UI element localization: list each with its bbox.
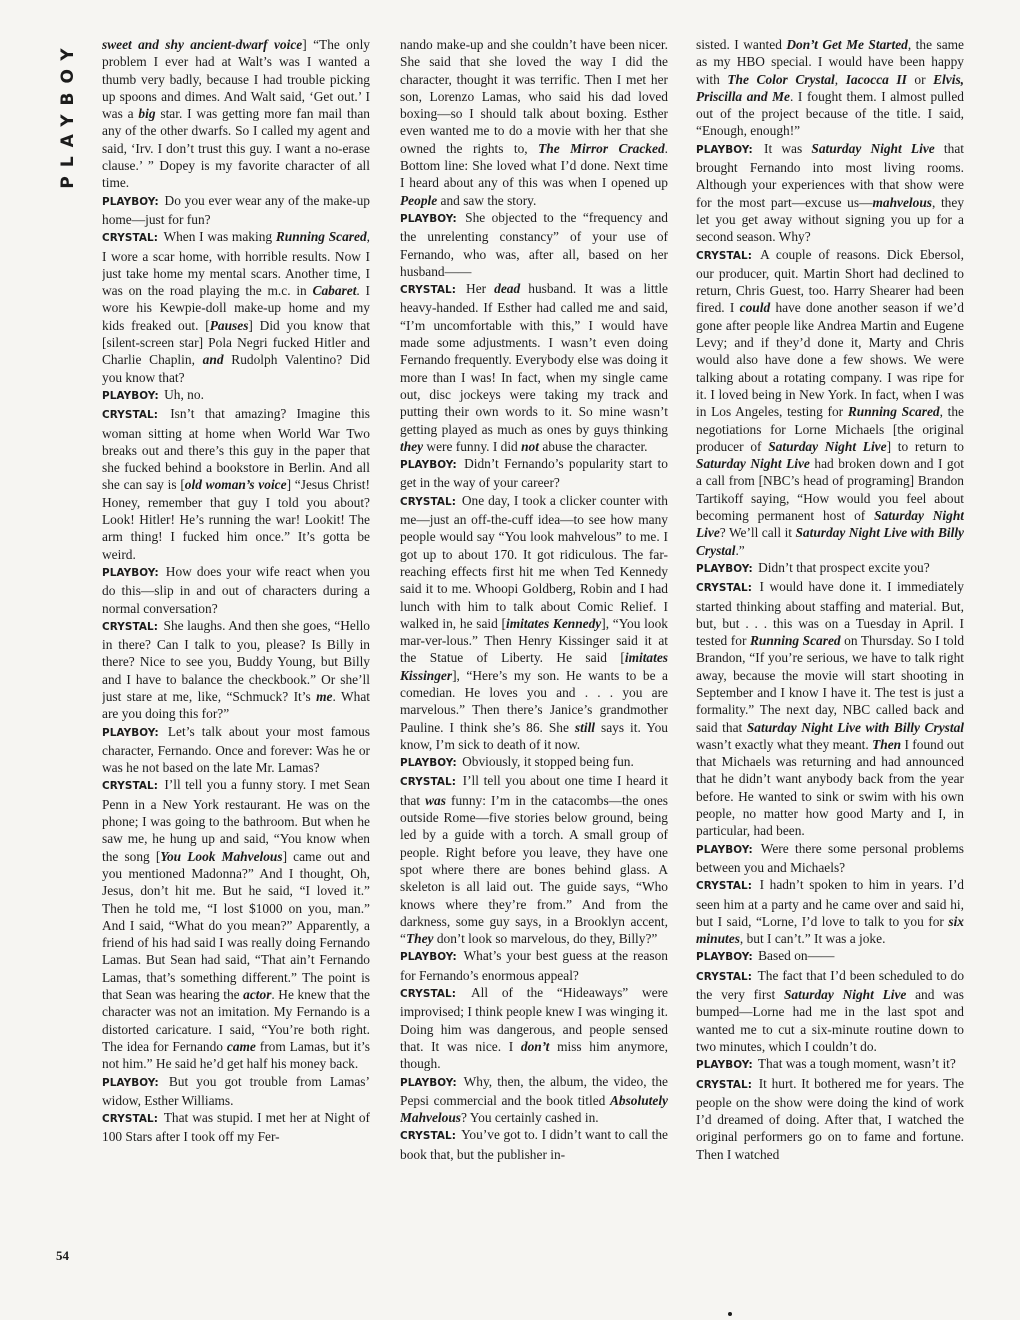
interview-paragraph (696, 947, 964, 966)
paragraph-text: All of the “Hideaways” were improvised; I think people knew I was winging it. Doing him was dangerous, and people sensed that. It was nice. I don’t miss him anymore, though. (400, 985, 668, 1072)
interview-paragraph (400, 36, 668, 209)
speaker-label: CRYSTAL: (400, 988, 456, 1001)
interview-paragraph (696, 1055, 964, 1074)
speaker-label: PLAYBOY: (102, 566, 159, 579)
speaker-label: CRYSTAL: (102, 409, 158, 422)
speaker-label: PLAYBOY: (696, 143, 753, 156)
interview-paragraph (102, 36, 370, 192)
paragraph-text: That was a tough moment, wasn’t it? (757, 1056, 956, 1072)
interview-paragraph (400, 209, 668, 280)
interview-paragraph (400, 1073, 668, 1127)
interview-paragraph (400, 492, 668, 753)
paragraph-text: Were there some personal problems between you and Michaels? (696, 840, 964, 875)
interview-paragraph (102, 192, 370, 229)
speaker-label: PLAYBOY: (696, 951, 753, 964)
paragraph-text: I’ll tell you a funny story. I met Sean Penn in a New York restaurant. He was on the phone; I was going to the bathroom. But when he saw me, he hung up and said, “You know when the song [You Look Mahvelous] came out and you mentioned Madonna?” And I thought, Oh, Jesus, don’t hit me. But he said, “I loved it.” Then he told me, “I lost $1000 on you, man.” And I said, “What do you mean?” Apparently, a friend of his had said I was really doing Fernando Lamas. But Sean had said, “That ain’t Fernando Lamas, that’s something different.” The point is that Sean was hearing the actor. He knew that the character was not an imitation. My Fernando is a distorted caricature. I said, “You’re both right. The idea for Fernando came from Lamas, but it’s not him.” He said he’d get half his money back. (102, 777, 370, 1072)
interview-paragraph (102, 723, 370, 777)
paragraph-text: Why, then, the album, the video, the Pepsi commercial and the book titled Absolutely Mahvelous? You certainly cashed in. (400, 1073, 668, 1126)
paragraph-text: What’s your best guess at the reason for Fernando’s enormous appeal? (400, 948, 668, 983)
paragraph-text: Didn’t Fernando’s popularity start to get in the way of your career? (400, 456, 668, 491)
paragraph-text: sweet and shy ancient-dwarf voice] “The only problem I ever had at Walt’s was I wanted a thumb very badly, because I had trouble picking up spoons and dimes. And Walt said, ‘Get out.’ I was a big star. I was getting more fan mail than any of the other dwarfs. So I called my agent and said, ‘Irv. I don’t trust this guy. I want a no-erase clause.’ ” Dopey is my favorite character of all time. (102, 37, 370, 191)
speaker-label: CRYSTAL: (102, 1113, 158, 1126)
paragraph-text: When I was making Running Scared, I wore a scar home, with horrible results. Now I just take home my mental scars. Another time, I was on the road playing the m.c. in Cabaret. I wore his Kewpie-doll make-up home and my kids freaked out. [Pauses] Did you know that [silent-screen star] Pola Negri fucked Hitler and Charlie Chaplin, and Rudolph Valentino? Did you know that? (102, 229, 370, 385)
paragraph-text: I would have done it. I immediately started thinking about staffing and material. But, but, but . . . this was on a Tuesday in April. I tested for Running Scared on Thursday. So I told Brandon, “If you’re serious, we have to talk right away, because the movie will start shooting in September and I know I have it. The test is just a formality.” The next day, NBC called back and said that Saturday Night Live with Billy Crystal wasn’t exactly what they meant. Then I found out that Michaels was returning and had announced that he didn’t want anybody back from the year before. He wanted to sink or swim with his own people, no matter how good Marty and I, in particular, had been. (696, 579, 964, 839)
interview-paragraph (696, 36, 964, 140)
interview-paragraph (102, 228, 370, 386)
text-column-3 (696, 36, 964, 1276)
paragraph-text: Do you ever wear any of the make-up home—just for fun? (102, 192, 370, 227)
interview-paragraph (400, 772, 668, 947)
speaker-label: CRYSTAL: (696, 249, 752, 262)
speaker-label: CRYSTAL: (102, 232, 158, 245)
speaker-label: PLAYBOY: (696, 843, 753, 856)
page-number: 54 (56, 1248, 69, 1263)
speaker-label: CRYSTAL: (400, 776, 456, 789)
text-column-1 (102, 36, 370, 1276)
speaker-label: PLAYBOY: (400, 951, 457, 964)
paragraph-text: It was Saturday Night Live that brought Fernando into most living rooms. Although your experiences with that show were for the most part—excuse us—mahvelous, they let you get away without signing you up for a second season. Why? (696, 140, 964, 245)
paragraph-text: It hurt. It bothered me for years. The people on the show were doing the kind of work I’d dreamed of doing. After that, I watched the original performers go on to fame and fortune. Then I watched (696, 1075, 964, 1162)
paragraph-text: The fact that I’d been scheduled to do the very first Saturday Night Live and was bumped—Lorne had me in the last spot and wanted me to cut a six-minute routine down to two minutes, which I couldn’t do. (696, 967, 964, 1054)
text-column-2 (400, 36, 668, 1276)
paragraph-text: Obviously, it stopped being fun. (462, 754, 634, 770)
interview-paragraph (102, 776, 370, 1072)
paragraph-text: You’ve got to. I didn’t want to call the book that, but the publisher in- (400, 1127, 668, 1162)
speaker-label: CRYSTAL: (696, 970, 752, 983)
interview-paragraph (400, 1126, 668, 1163)
interview-paragraph (696, 840, 964, 877)
paragraph-text: Her dead husband. It was a little heavy-handed. If Esther had called me and said, “I’m uncomfortable with this,” I would have made some adjustments. I wasn’t even doing Fernando frequently. Everybody else was doing it more than I was! In fact, when my single came out, disc jockeys were taking my track and putting their own words to it. So mine wasn’t getting played as much as ones by guys thinking they were funny. I did not abuse the character. (400, 281, 668, 454)
paragraph-text: But you got trouble from Lamas’ widow, Esther Williams. (102, 1073, 370, 1108)
paragraph-text: One day, I took a clicker counter with me—just an off-the-cuff idea—to see how many people would say “You look mahvelous” to me. I got up to about 170. It got ridiculous. The far-reaching effects first hit me when Ted Kennedy said it to me. Whoopi Goldberg, Robin and I had lunch with him to talk about Comic Relief. I walked in, he said [imitates Kennedy], “You look mar-ver-lous.” Then Henry Kissinger said it at the Statue of Liberty. He said [imitates Kissinger], “Here’s my son. He wants to be a comedian. He loves you and . . . you are marvelous.” Then there’s Janice’s grandmother Pauline. I think she’s 86. She still says it. You know, I’m sick to death of it now. (400, 492, 668, 752)
paragraph-text: Uh, no. (164, 386, 204, 402)
speaker-label: CRYSTAL: (102, 780, 158, 793)
interview-paragraph (102, 1073, 370, 1110)
speaker-label: PLAYBOY: (102, 1076, 159, 1089)
interview-paragraph (102, 617, 370, 723)
interview-paragraph (696, 140, 964, 246)
paragraph-text: I hadn’t spoken to him in years. I’d seen him at a party and he came over and said hi, but I said, “Lorne, I’d love to talk to you for six minutes, but I can’t.” It was a joke. (696, 877, 964, 947)
interview-paragraph (400, 753, 668, 772)
interview-paragraph (696, 967, 964, 1055)
interview-paragraph (102, 563, 370, 617)
paragraph-text: That was stupid. I met her at Night of 100 Stars after I took off my Fer- (102, 1110, 370, 1145)
speaker-label: CRYSTAL: (102, 620, 158, 633)
interview-paragraph (696, 578, 964, 839)
speaker-label: PLAYBOY: (400, 1076, 457, 1089)
speaker-label: PLAYBOY: (400, 212, 457, 225)
speaker-label: CRYSTAL: (400, 1130, 456, 1143)
paragraph-text: Didn’t that prospect excite you? (758, 559, 930, 575)
paragraph-text: A couple of reasons. Dick Ebersol, our producer, quit. Martin Short had declined to return, Chris Guest, too. Harry Shearer had been fired. I could have done another season if we’d gone after people like Andrea Martin and Eugene Levy; and if they’d done it, Marty and Chris would also have done a few shows. We were talking about a rotating company. I was ripe for it. I loved being in New York. In fact, when I was in Los Angeles, testing for Running Scared, the negotiations for Lorne Michaels [the original producer of Saturday Night Live] to return to Saturday Night Live had broken down and I got a call from [NBC’s head of programing] Brandon Tartikoff saying, “How would you feel about becoming permanent host of Saturday Night Live? We’ll call it Saturday Night Live with Billy Crystal.” (696, 246, 964, 558)
speaker-label: PLAYBOY: (400, 459, 457, 472)
paragraph-text: She laughs. And then she goes, “Hello in there? Can I talk to you, please? Is Billy in there? Nice to see you, Buddy Young, but Billy and I have to balance the checkbook.” Or she’ll just stare at me, like, “Schmuck? It’s me. What are you doing this for?” (102, 617, 370, 722)
speaker-label: PLAYBOY: (400, 757, 457, 770)
interview-paragraph (696, 246, 964, 559)
interview-paragraph (400, 280, 668, 455)
paragraph-text: Isn’t that amazing? Imagine this woman sitting at home when World War Two breaks out and there’s this guy in the paper that she fucked behind a bookstore in Berlin. And all she can say is [old woman’s voice] “Jesus Christ! Honey, remember that guy I told you about? Look! Hitler! He’s running the war! Lookit! The arm thing! I fucked him once.” It’s gotta be weird. (102, 406, 370, 562)
speaker-label: CRYSTAL: (696, 880, 752, 893)
speaker-label: CRYSTAL: (696, 1078, 752, 1091)
speaker-label: PLAYBOY: (102, 195, 159, 208)
paragraph-text: nando make-up and she couldn’t have been nicer. She said that she loved the way I did the character, thought it was terrific. Then I met her son, Lorenzo Lamas, who said his dad loved boxing—so I should talk about boxing. Esther even wanted me to do a movie with her that she owned the rights to, The Mirror Cracked. Bottom line: She loved what I’d done. Next time I heard about any of this was when I opened up People and saw the story. (400, 37, 668, 208)
magazine-masthead (48, 24, 88, 204)
interview-paragraph (696, 876, 964, 947)
speaker-label: PLAYBOY: (696, 562, 753, 575)
interview-paragraph (102, 386, 370, 405)
paragraph-text: sisted. I wanted Don’t Get Me Started, the same as my HBO special. I would have been happy with The Color Crystal, Iacocca II or Elvis, Priscilla and Me. I fought them. I almost pulled out of the project because of the title. I said, “Enough, enough!” (696, 37, 964, 139)
paragraph-text: Based on—— (758, 948, 835, 964)
speaker-label: CRYSTAL: (400, 495, 456, 508)
interview-paragraph (400, 455, 668, 492)
bottom-dot-mark (728, 1312, 732, 1316)
interview-paragraph (102, 1109, 370, 1146)
paragraph-text: How does your wife react when you do this—slip in and out of characters during a normal conversation? (102, 563, 370, 616)
interview-paragraph (400, 984, 668, 1072)
speaker-label: CRYSTAL: (696, 582, 752, 595)
interview-paragraph (696, 1075, 964, 1163)
paragraph-text: She objected to the “frequency and the unrelenting constancy” of your use of Fernando, who was, after all, based on her husband—— (400, 209, 668, 279)
interview-paragraph (696, 559, 964, 578)
speaker-label: PLAYBOY: (102, 726, 159, 739)
speaker-label: PLAYBOY: (102, 389, 159, 402)
interview-paragraph (400, 947, 668, 984)
masthead-text: PLAYBOY (58, 39, 78, 189)
interview-paragraph (102, 405, 370, 563)
paragraph-text: Let’s talk about your most famous character, Fernando. Once and forever: Was he or was he not based on the late Mr. Lamas? (102, 723, 370, 776)
speaker-label: CRYSTAL: (400, 284, 456, 297)
paragraph-text: I’ll tell you about one time I heard it that was funny: I’m in the catacombs—the ones outside Rome—five stories below ground, being led by a guide with a torch. A small group of people. Right before you leave, they have one spot where there are bones behind glass. A skeleton is all laid out. The guide says, “Who knows where they’re from.” And from the darkness, some guy says, in a Brooklyn accent, “They don’t look so marvelous, do they, Billy?” (400, 773, 668, 947)
speaker-label: PLAYBOY: (696, 1059, 753, 1072)
